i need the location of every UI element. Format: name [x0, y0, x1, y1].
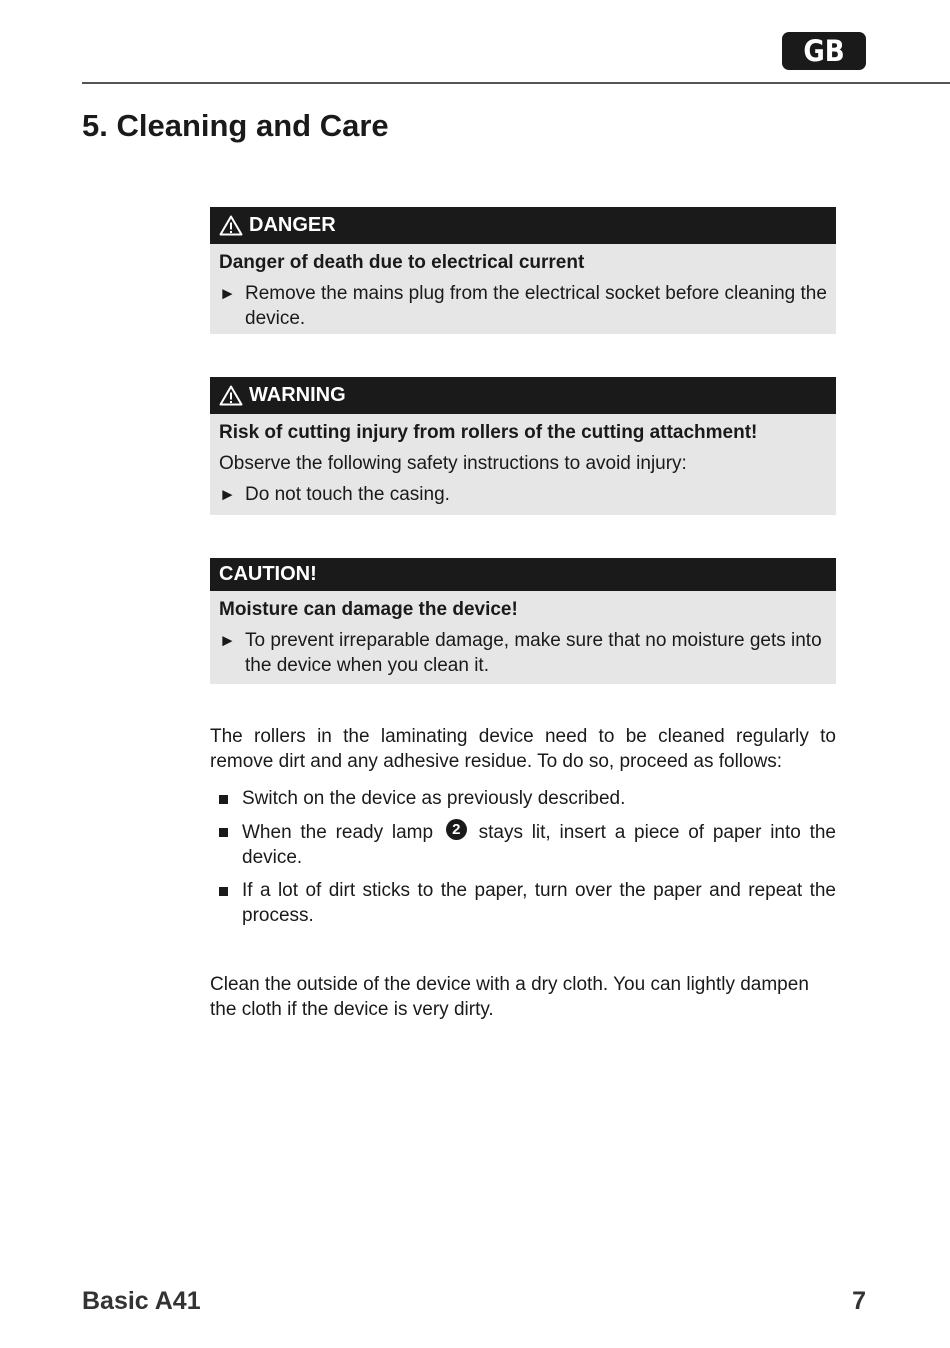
footer-model: Basic A41: [82, 1287, 201, 1315]
cleaning-steps-list: [210, 786, 836, 936]
warning-subtitle: Risk of cutting injury from rollers of the cutting attachment!: [219, 422, 758, 443]
warning-label: WARNING: [249, 384, 346, 406]
caution-bullet: [219, 628, 827, 678]
danger-bullet-text: Remove the mains plug from the electrical socket before cleaning the device.: [245, 283, 827, 329]
step-text: If a lot of dirt sticks to the paper, turn over the paper and repeat the process.: [242, 880, 836, 926]
danger-subtitle: Danger of death due to electrical current: [219, 252, 585, 273]
step-text-before: When the ready lamp: [242, 822, 442, 843]
danger-bullet: [219, 281, 827, 331]
danger-notice: [210, 207, 836, 334]
caution-notice: [210, 558, 836, 684]
list-item: [210, 878, 836, 928]
warning-triangle-icon: [219, 385, 243, 406]
list-item: [210, 819, 836, 870]
warning-bullet-text: Do not touch the casing.: [245, 484, 450, 505]
intro-paragraph: The rollers in the laminating device need to be cleaned regularly to remove dirt and any adhesive residue. To do so, proceed as follows:: [210, 726, 836, 772]
header-rule: [82, 82, 950, 84]
danger-header: [210, 207, 836, 244]
arrow-right-icon: ►: [219, 631, 236, 650]
arrow-right-icon: ►: [219, 284, 236, 303]
caution-header: [210, 558, 836, 591]
warning-text: Observe the following safety instructions to avoid injury:: [219, 453, 687, 474]
warning-header: [210, 377, 836, 414]
outro-paragraph: Clean the outside of the device with a dry cloth. You can lightly dampen the cloth if the device is very dirty.: [210, 974, 809, 1020]
warning-triangle-icon: [219, 215, 243, 236]
danger-label: DANGER: [249, 214, 336, 236]
caution-label: CAUTION!: [219, 563, 317, 585]
callout-number-icon: 2: [446, 819, 467, 840]
list-item: [210, 786, 836, 811]
warning-bullet: [219, 482, 827, 507]
square-bullet-icon: [210, 819, 242, 870]
caution-bullet-text: To prevent irreparable damage, make sure that no moisture gets into the device when you clean it.: [245, 630, 822, 676]
warning-notice: [210, 377, 836, 515]
page-title: 5. Cleaning and Care: [82, 108, 389, 143]
step-text: Switch on the device as previously described.: [242, 788, 626, 809]
step-text: [242, 819, 836, 870]
language-badge: GB: [782, 32, 866, 70]
arrow-right-icon: ►: [219, 485, 236, 504]
caution-subtitle: Moisture can damage the device!: [219, 599, 518, 620]
page-number: 7: [852, 1287, 866, 1315]
step-text-after: stays lit, insert a piece of paper into the device.: [242, 822, 837, 868]
square-bullet-icon: [210, 786, 242, 811]
square-bullet-icon: [210, 878, 242, 928]
